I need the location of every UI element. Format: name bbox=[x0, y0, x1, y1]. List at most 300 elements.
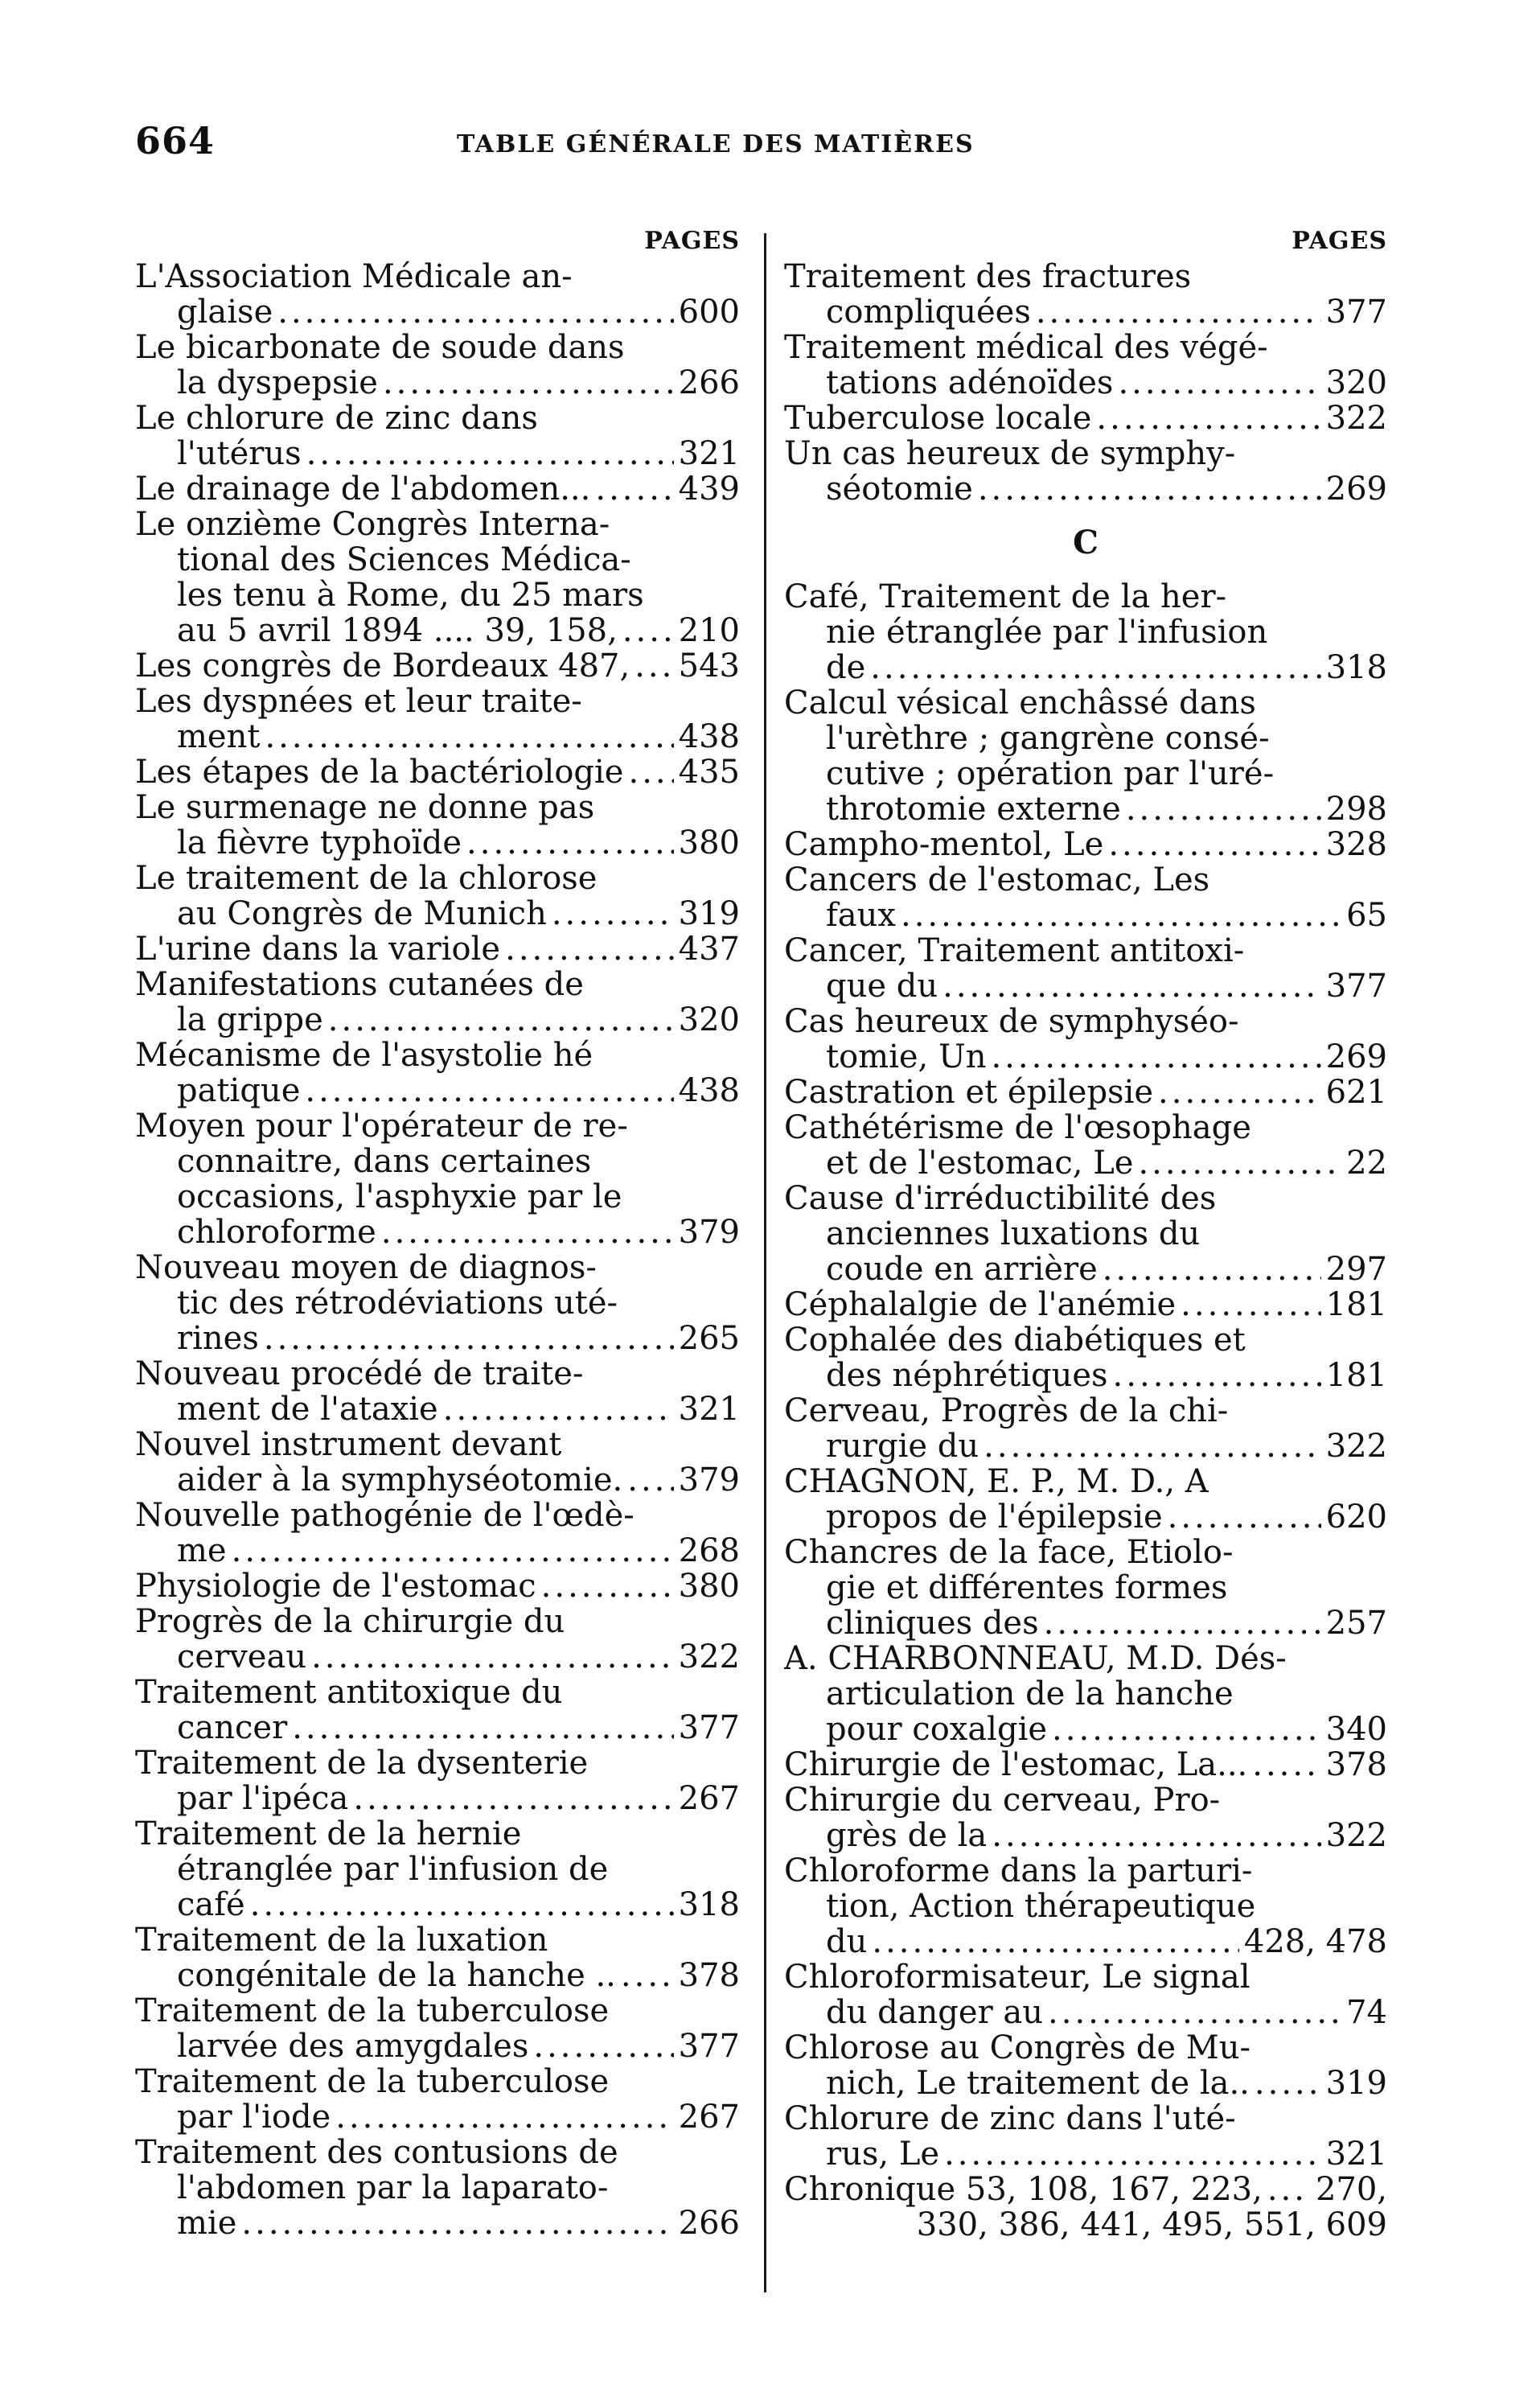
entry-text: compliquées bbox=[826, 294, 1031, 330]
page-reference: 319 bbox=[1325, 2066, 1387, 2101]
entry-text: Cause d'irréductibilité des bbox=[784, 1181, 1217, 1216]
index-line bbox=[135, 1710, 740, 1745]
index-entry bbox=[135, 1498, 740, 1568]
page-reference: 298 bbox=[1325, 791, 1387, 827]
entry-text: coude en arrière bbox=[826, 1252, 1098, 1287]
entry-text: connaitre, dans certaines bbox=[177, 1144, 592, 1179]
index-entry bbox=[135, 1038, 740, 1108]
entry-text: ment de l'ataxie bbox=[177, 1392, 438, 1427]
right-entries-top bbox=[784, 259, 1387, 507]
index-entry bbox=[784, 436, 1387, 507]
entry-text: cliniques des bbox=[826, 1605, 1039, 1641]
dot-leader bbox=[944, 2136, 1321, 2172]
index-line bbox=[135, 1215, 740, 1250]
entry-text: par l'iode bbox=[177, 2099, 331, 2135]
index-entry bbox=[135, 754, 740, 790]
dot-leader bbox=[250, 1887, 674, 1922]
index-entry bbox=[135, 1250, 740, 1356]
entry-text: throtomie externe bbox=[826, 791, 1121, 827]
dot-leader bbox=[466, 825, 674, 861]
dot-leader bbox=[1036, 294, 1321, 330]
page-reference: 318 bbox=[1325, 650, 1387, 685]
dot-leader bbox=[1267, 2172, 1311, 2207]
entry-text: Cancer, Traitement antitoxi- bbox=[784, 933, 1245, 968]
entry-text: au 5 avril 1894 .... 39, 158, bbox=[177, 613, 618, 648]
index-line bbox=[135, 1781, 740, 1816]
index-line bbox=[784, 1004, 1387, 1039]
index-entry bbox=[135, 1922, 740, 1993]
index-entry bbox=[135, 1356, 740, 1427]
entry-text: Le traitement de la chlorose bbox=[135, 861, 598, 896]
index-line bbox=[784, 1641, 1387, 1676]
index-line bbox=[135, 790, 740, 825]
entry-text: la dyspepsie bbox=[177, 365, 378, 401]
index-line bbox=[135, 2170, 740, 2206]
index-entry bbox=[135, 2135, 740, 2241]
page-reference: 266 bbox=[678, 365, 740, 401]
entry-text: Nouveau procédé de traite- bbox=[135, 1356, 584, 1392]
index-line bbox=[784, 1145, 1387, 1181]
entry-text: au Congrès de Munich bbox=[177, 896, 547, 931]
index-line bbox=[135, 754, 740, 790]
page-reference: 437 bbox=[678, 931, 740, 967]
index-line bbox=[784, 471, 1387, 507]
index-line bbox=[784, 1216, 1387, 1252]
entry-text: Traitement des contusions de bbox=[135, 2135, 618, 2170]
index-line bbox=[135, 1604, 740, 1639]
page-reference: 321 bbox=[1325, 2136, 1387, 2172]
entry-text: Le chlorure de zinc dans bbox=[135, 401, 538, 436]
entry-text: tional des Sciences Médica- bbox=[177, 542, 631, 578]
entry-text: Chronique 53, 108, 167, 223, bbox=[784, 2172, 1263, 2207]
index-line bbox=[135, 1498, 740, 1533]
page-reference: 380 bbox=[678, 825, 740, 861]
page-reference: 268 bbox=[678, 1533, 740, 1568]
index-entry bbox=[784, 1959, 1387, 2030]
index-entry bbox=[784, 1004, 1387, 1075]
entry-text: Campho-mentol, Le bbox=[784, 827, 1104, 862]
index-line bbox=[135, 1958, 740, 1993]
dot-leader bbox=[265, 719, 673, 754]
page-reference: 297 bbox=[1325, 1252, 1387, 1287]
dot-leader bbox=[1052, 1712, 1321, 1747]
page-reference: 270, bbox=[1315, 2172, 1387, 2207]
page-reference: 340 bbox=[1325, 1712, 1387, 1747]
entry-text: Le surmenage ne donne pas bbox=[135, 790, 595, 825]
entry-text: que du bbox=[826, 968, 938, 1004]
page-reference: 379 bbox=[678, 1215, 740, 1250]
dot-leader bbox=[870, 650, 1320, 685]
dot-leader bbox=[634, 648, 673, 684]
dot-leader bbox=[622, 613, 674, 648]
index-entry bbox=[784, 579, 1387, 685]
page-reference: 543 bbox=[678, 648, 740, 684]
index-entry bbox=[135, 1427, 740, 1498]
dot-leader bbox=[1108, 827, 1320, 862]
entry-text: Le bicarbonate de soude dans bbox=[135, 330, 625, 365]
right-entries bbox=[784, 579, 1387, 2207]
entry-text: Un cas heureux de symphy- bbox=[784, 436, 1236, 471]
entry-text: Nouveau moyen de diagnos- bbox=[135, 1250, 597, 1285]
page-reference: 267 bbox=[678, 2099, 740, 2135]
index-line bbox=[784, 1252, 1387, 1287]
index-entry bbox=[135, 1675, 740, 1745]
page-reference: 380 bbox=[678, 1568, 740, 1604]
entry-text: rines bbox=[177, 1321, 259, 1356]
index-entry bbox=[135, 1108, 740, 1250]
index-line bbox=[784, 791, 1387, 827]
entry-text: me bbox=[177, 1533, 227, 1568]
entry-text: anciennes luxations du bbox=[826, 1216, 1201, 1252]
index-line bbox=[135, 542, 740, 578]
entry-text: CHAGNON, E. P., M. D., A bbox=[784, 1464, 1209, 1499]
index-line bbox=[135, 2099, 740, 2135]
dot-leader bbox=[443, 1392, 674, 1427]
index-entry bbox=[135, 684, 740, 754]
entry-text: cutive ; opération par l'uré- bbox=[826, 756, 1275, 791]
page-reference: 600 bbox=[678, 294, 740, 330]
dot-leader bbox=[1158, 1075, 1321, 1110]
page-reference: 621 bbox=[1325, 1075, 1387, 1110]
index-entry bbox=[784, 827, 1387, 862]
entry-text: Castration et épilepsie bbox=[784, 1075, 1154, 1110]
dot-leader bbox=[1168, 1499, 1321, 1535]
index-entry bbox=[784, 1287, 1387, 1322]
entry-text: grès de la bbox=[826, 1818, 988, 1853]
entry-text: Les dyspnées et leur traite- bbox=[135, 684, 582, 719]
entry-text: Mécanisme de l'asystolie hé bbox=[135, 1038, 593, 1073]
index-line bbox=[784, 1499, 1387, 1535]
index-line bbox=[135, 259, 740, 294]
left-column bbox=[135, 224, 740, 2241]
index-line bbox=[784, 1676, 1387, 1712]
section-letter: C bbox=[1073, 524, 1099, 561]
dot-leader bbox=[1126, 791, 1321, 827]
entry-text: Chancres de la face, Etiolo- bbox=[784, 1535, 1234, 1570]
dot-leader bbox=[1113, 1358, 1321, 1393]
dot-leader bbox=[328, 1002, 674, 1038]
page-reference: 181 bbox=[1325, 1287, 1387, 1322]
page-reference: 378 bbox=[678, 1958, 740, 1993]
index-line bbox=[135, 1462, 740, 1498]
entry-text: Tuberculose locale bbox=[784, 401, 1092, 436]
entry-text: Chlorose au Congrès de Mu- bbox=[784, 2030, 1250, 2066]
entry-text: Nouvel instrument devant bbox=[135, 1427, 562, 1462]
index-entry bbox=[135, 931, 740, 967]
entry-text: Chloroformisateur, Le signal bbox=[784, 1959, 1250, 1995]
index-line bbox=[135, 1038, 740, 1073]
index-entry bbox=[784, 1075, 1387, 1110]
entry-text: rus, Le bbox=[826, 2136, 940, 2172]
entry-text: ment bbox=[177, 719, 261, 754]
page-reference: 379 bbox=[678, 1462, 740, 1498]
dot-leader bbox=[992, 1818, 1320, 1853]
index-line bbox=[135, 401, 740, 436]
index-entry bbox=[135, 790, 740, 861]
index-line bbox=[135, 436, 740, 471]
index-line bbox=[784, 721, 1387, 756]
index-line bbox=[135, 1852, 740, 1887]
entry-text: Moyen pour l'opérateur de re- bbox=[135, 1108, 628, 1144]
entry-text: Cathétérisme de l'œsophage bbox=[784, 1110, 1251, 1145]
entry-text: des néphrétiques bbox=[826, 1358, 1108, 1393]
dot-leader bbox=[292, 1710, 673, 1745]
index-line bbox=[784, 1818, 1387, 1853]
dot-leader bbox=[984, 1429, 1320, 1464]
dot-leader bbox=[978, 471, 1321, 507]
index-line bbox=[784, 650, 1387, 685]
index-line bbox=[784, 1322, 1387, 1358]
index-line bbox=[784, 1605, 1387, 1641]
index-line bbox=[784, 1853, 1387, 1889]
index-line bbox=[135, 507, 740, 542]
index-line bbox=[135, 578, 740, 613]
index-entry bbox=[135, 471, 740, 507]
dot-leader bbox=[353, 1781, 673, 1816]
page-reference: 269 bbox=[1325, 471, 1387, 507]
index-line bbox=[784, 2030, 1387, 2066]
entry-text: propos de l'épilepsie bbox=[826, 1499, 1163, 1535]
dot-leader bbox=[901, 898, 1341, 933]
dot-leader bbox=[1096, 401, 1320, 436]
index-entry bbox=[135, 259, 740, 330]
entry-text: articulation de la hanche bbox=[826, 1676, 1234, 1712]
index-entry bbox=[135, 861, 740, 931]
index-line bbox=[784, 294, 1387, 330]
index-line bbox=[135, 1144, 740, 1179]
entry-text: gie et différentes formes bbox=[826, 1570, 1228, 1605]
entry-text: Cerveau, Progrès de la chi- bbox=[784, 1393, 1229, 1429]
entry-text: l'abdomen par la laparato- bbox=[177, 2170, 609, 2206]
index-entry bbox=[784, 1853, 1387, 1959]
index-entry bbox=[135, 1745, 740, 1816]
entry-text: Cophalée des diabétiques et bbox=[784, 1322, 1246, 1358]
index-line bbox=[784, 1995, 1387, 2030]
entry-text: Calcul vésical enchâssé dans bbox=[784, 685, 1256, 721]
page-reference: 322 bbox=[1325, 1429, 1387, 1464]
dot-leader bbox=[383, 365, 674, 401]
entry-text: tic des rétrodéviations uté- bbox=[177, 1285, 618, 1321]
entry-text: Traitement de la dysenterie bbox=[135, 1745, 589, 1781]
page-reference: 322 bbox=[1325, 401, 1387, 436]
index-line bbox=[784, 401, 1387, 436]
index-line bbox=[135, 719, 740, 754]
dot-leader bbox=[595, 471, 673, 507]
entry-text: l'urèthre ; gangrène consé- bbox=[826, 721, 1270, 756]
page-reference: 377 bbox=[678, 1710, 740, 1745]
index-line bbox=[135, 1816, 740, 1852]
dot-leader bbox=[1255, 2066, 1321, 2101]
entry-text: Traitement médical des végé- bbox=[784, 330, 1268, 365]
index-line bbox=[135, 1568, 740, 1604]
entry-text: L'Association Médicale an- bbox=[135, 259, 573, 294]
page-number: 664 bbox=[135, 119, 216, 162]
index-line bbox=[135, 1675, 740, 1710]
index-line bbox=[784, 1393, 1387, 1429]
index-line bbox=[784, 1075, 1387, 1110]
index-line bbox=[135, 648, 740, 684]
dot-leader bbox=[306, 436, 674, 471]
page-header bbox=[135, 119, 1390, 167]
page-reference: 438 bbox=[678, 1073, 740, 1108]
index-line bbox=[135, 2135, 740, 2170]
index-line bbox=[784, 933, 1387, 968]
dot-leader bbox=[627, 1462, 673, 1498]
pages-column-label: PAGES bbox=[1292, 227, 1387, 255]
index-line bbox=[135, 1356, 740, 1392]
page-reference: 322 bbox=[1325, 1818, 1387, 1853]
dot-leader bbox=[1048, 1995, 1341, 2030]
index-line bbox=[784, 1535, 1387, 1570]
page-reference: 321 bbox=[678, 1392, 740, 1427]
entry-text: par l'ipéca bbox=[177, 1781, 349, 1816]
column-divider bbox=[764, 233, 766, 2292]
entry-text: tomie, Un bbox=[826, 1039, 987, 1075]
index-line bbox=[135, 1250, 740, 1285]
index-line bbox=[135, 1179, 740, 1215]
page-reference: 320 bbox=[678, 1002, 740, 1038]
index-entry bbox=[135, 967, 740, 1038]
running-title: TABLE GÉNÉRALE DES MATIÈRES bbox=[457, 130, 975, 158]
dot-leader bbox=[872, 1924, 1239, 1959]
index-line bbox=[784, 1924, 1387, 1959]
page-reference: 377 bbox=[1325, 294, 1387, 330]
index-entry bbox=[784, 1393, 1387, 1464]
dot-leader bbox=[264, 1321, 674, 1356]
index-line bbox=[135, 1533, 740, 1568]
entry-text: mie bbox=[177, 2206, 237, 2241]
page-reference: 210 bbox=[678, 613, 740, 648]
entry-text: la grippe bbox=[177, 1002, 323, 1038]
index-line bbox=[784, 968, 1387, 1004]
index-entry bbox=[784, 1641, 1387, 1747]
entry-text: Le drainage de l'abdomen... bbox=[135, 471, 591, 507]
index-line bbox=[784, 330, 1387, 365]
entry-text: Nouvelle pathogénie de l'œdè- bbox=[135, 1498, 634, 1533]
entry-text: Les étapes de la bactériologie bbox=[135, 754, 624, 790]
left-entries bbox=[135, 259, 740, 2241]
index-line bbox=[135, 1073, 740, 1108]
index-line bbox=[135, 330, 740, 365]
page-reference: 181 bbox=[1325, 1358, 1387, 1393]
index-line bbox=[135, 1993, 740, 2029]
entry-text: café bbox=[177, 1887, 245, 1922]
entry-text: patique bbox=[177, 1073, 301, 1108]
page-reference: 266 bbox=[678, 2206, 740, 2241]
entry-text: Progrès de la chirurgie du bbox=[135, 1604, 565, 1639]
entry-text: séotomie bbox=[826, 471, 973, 507]
page-reference: 321 bbox=[678, 436, 740, 471]
entry-text: faux bbox=[826, 898, 896, 933]
entry-text: Physiologie de l'estomac bbox=[135, 1568, 536, 1604]
entry-text: Traitement de la tuberculose bbox=[135, 2064, 610, 2099]
index-line bbox=[784, 862, 1387, 898]
index-line bbox=[135, 2029, 740, 2064]
dot-leader bbox=[533, 2029, 673, 2064]
entry-text: chloroforme bbox=[177, 1215, 376, 1250]
entry-text: Traitement de la luxation bbox=[135, 1922, 548, 1958]
index-line bbox=[135, 613, 740, 648]
index-entry bbox=[784, 933, 1387, 1004]
dot-leader bbox=[1252, 1747, 1320, 1782]
index-entry bbox=[784, 862, 1387, 933]
dot-leader bbox=[552, 896, 674, 931]
index-entry bbox=[784, 2172, 1387, 2207]
dot-leader bbox=[1044, 1605, 1321, 1641]
index-line bbox=[784, 579, 1387, 615]
index-line bbox=[784, 365, 1387, 401]
index-line bbox=[135, 2206, 740, 2241]
page-reference: 377 bbox=[1325, 968, 1387, 1004]
index-line bbox=[784, 1464, 1387, 1499]
dot-leader bbox=[628, 754, 673, 790]
dot-leader bbox=[942, 968, 1321, 1004]
entry-text: et de l'estomac, Le bbox=[826, 1145, 1134, 1181]
index-line bbox=[135, 1321, 740, 1356]
entry-text: Traitement de la hernie bbox=[135, 1816, 522, 1852]
index-line bbox=[784, 2207, 1387, 2243]
dot-leader bbox=[381, 1215, 674, 1250]
index-line bbox=[784, 1039, 1387, 1075]
entry-text: les tenu à Rome, du 25 mars bbox=[177, 578, 644, 613]
entry-text: tion, Action thérapeutique bbox=[826, 1889, 1256, 1924]
page-reference: 319 bbox=[678, 896, 740, 931]
index-line bbox=[135, 1392, 740, 1427]
index-line bbox=[135, 967, 740, 1002]
index-entry bbox=[784, 1782, 1387, 1853]
index-line bbox=[784, 1181, 1387, 1216]
entry-text: pour coxalgie bbox=[826, 1712, 1048, 1747]
page-reference: 620 bbox=[1325, 1499, 1387, 1535]
page-reference: 328 bbox=[1325, 827, 1387, 862]
index-line bbox=[135, 471, 740, 507]
page-reference: 378 bbox=[1325, 1747, 1387, 1782]
entry-text: la fièvre typhoïde bbox=[177, 825, 462, 861]
index-entry bbox=[784, 1322, 1387, 1393]
index-line bbox=[784, 2136, 1387, 2172]
index-line bbox=[784, 1287, 1387, 1322]
entry-text: tations adénoïdes bbox=[826, 365, 1114, 401]
index-line bbox=[784, 1959, 1387, 1995]
index-line bbox=[784, 259, 1387, 294]
index-line bbox=[784, 2101, 1387, 2136]
entry-text: Traitement des fractures bbox=[784, 259, 1192, 294]
index-entry bbox=[135, 1568, 740, 1604]
index-line bbox=[135, 2064, 740, 2099]
entry-text: Manifestations cutanées de bbox=[135, 967, 584, 1002]
index-line bbox=[784, 1782, 1387, 1818]
index-entry bbox=[784, 259, 1387, 330]
index-entry bbox=[135, 648, 740, 684]
index-line bbox=[784, 756, 1387, 791]
index-line bbox=[784, 1429, 1387, 1464]
page-reference: 265 bbox=[678, 1321, 740, 1356]
index-line bbox=[784, 1570, 1387, 1605]
entry-text: Le onzième Congrès Interna- bbox=[135, 507, 610, 542]
page-reference: 320 bbox=[1325, 365, 1387, 401]
index-line bbox=[135, 684, 740, 719]
entry-text: du danger au bbox=[826, 1995, 1044, 2030]
entry-text: Traitement antitoxique du bbox=[135, 1675, 563, 1710]
dot-leader bbox=[1118, 365, 1320, 401]
index-line bbox=[135, 1922, 740, 1958]
entry-text: occasions, l'asphyxie par le bbox=[177, 1179, 622, 1215]
entry-text: l'utérus bbox=[177, 436, 302, 471]
page-reference: 438 bbox=[678, 719, 740, 754]
index-line bbox=[784, 685, 1387, 721]
page-reference: 318 bbox=[678, 1887, 740, 1922]
index-entry bbox=[135, 1993, 740, 2064]
